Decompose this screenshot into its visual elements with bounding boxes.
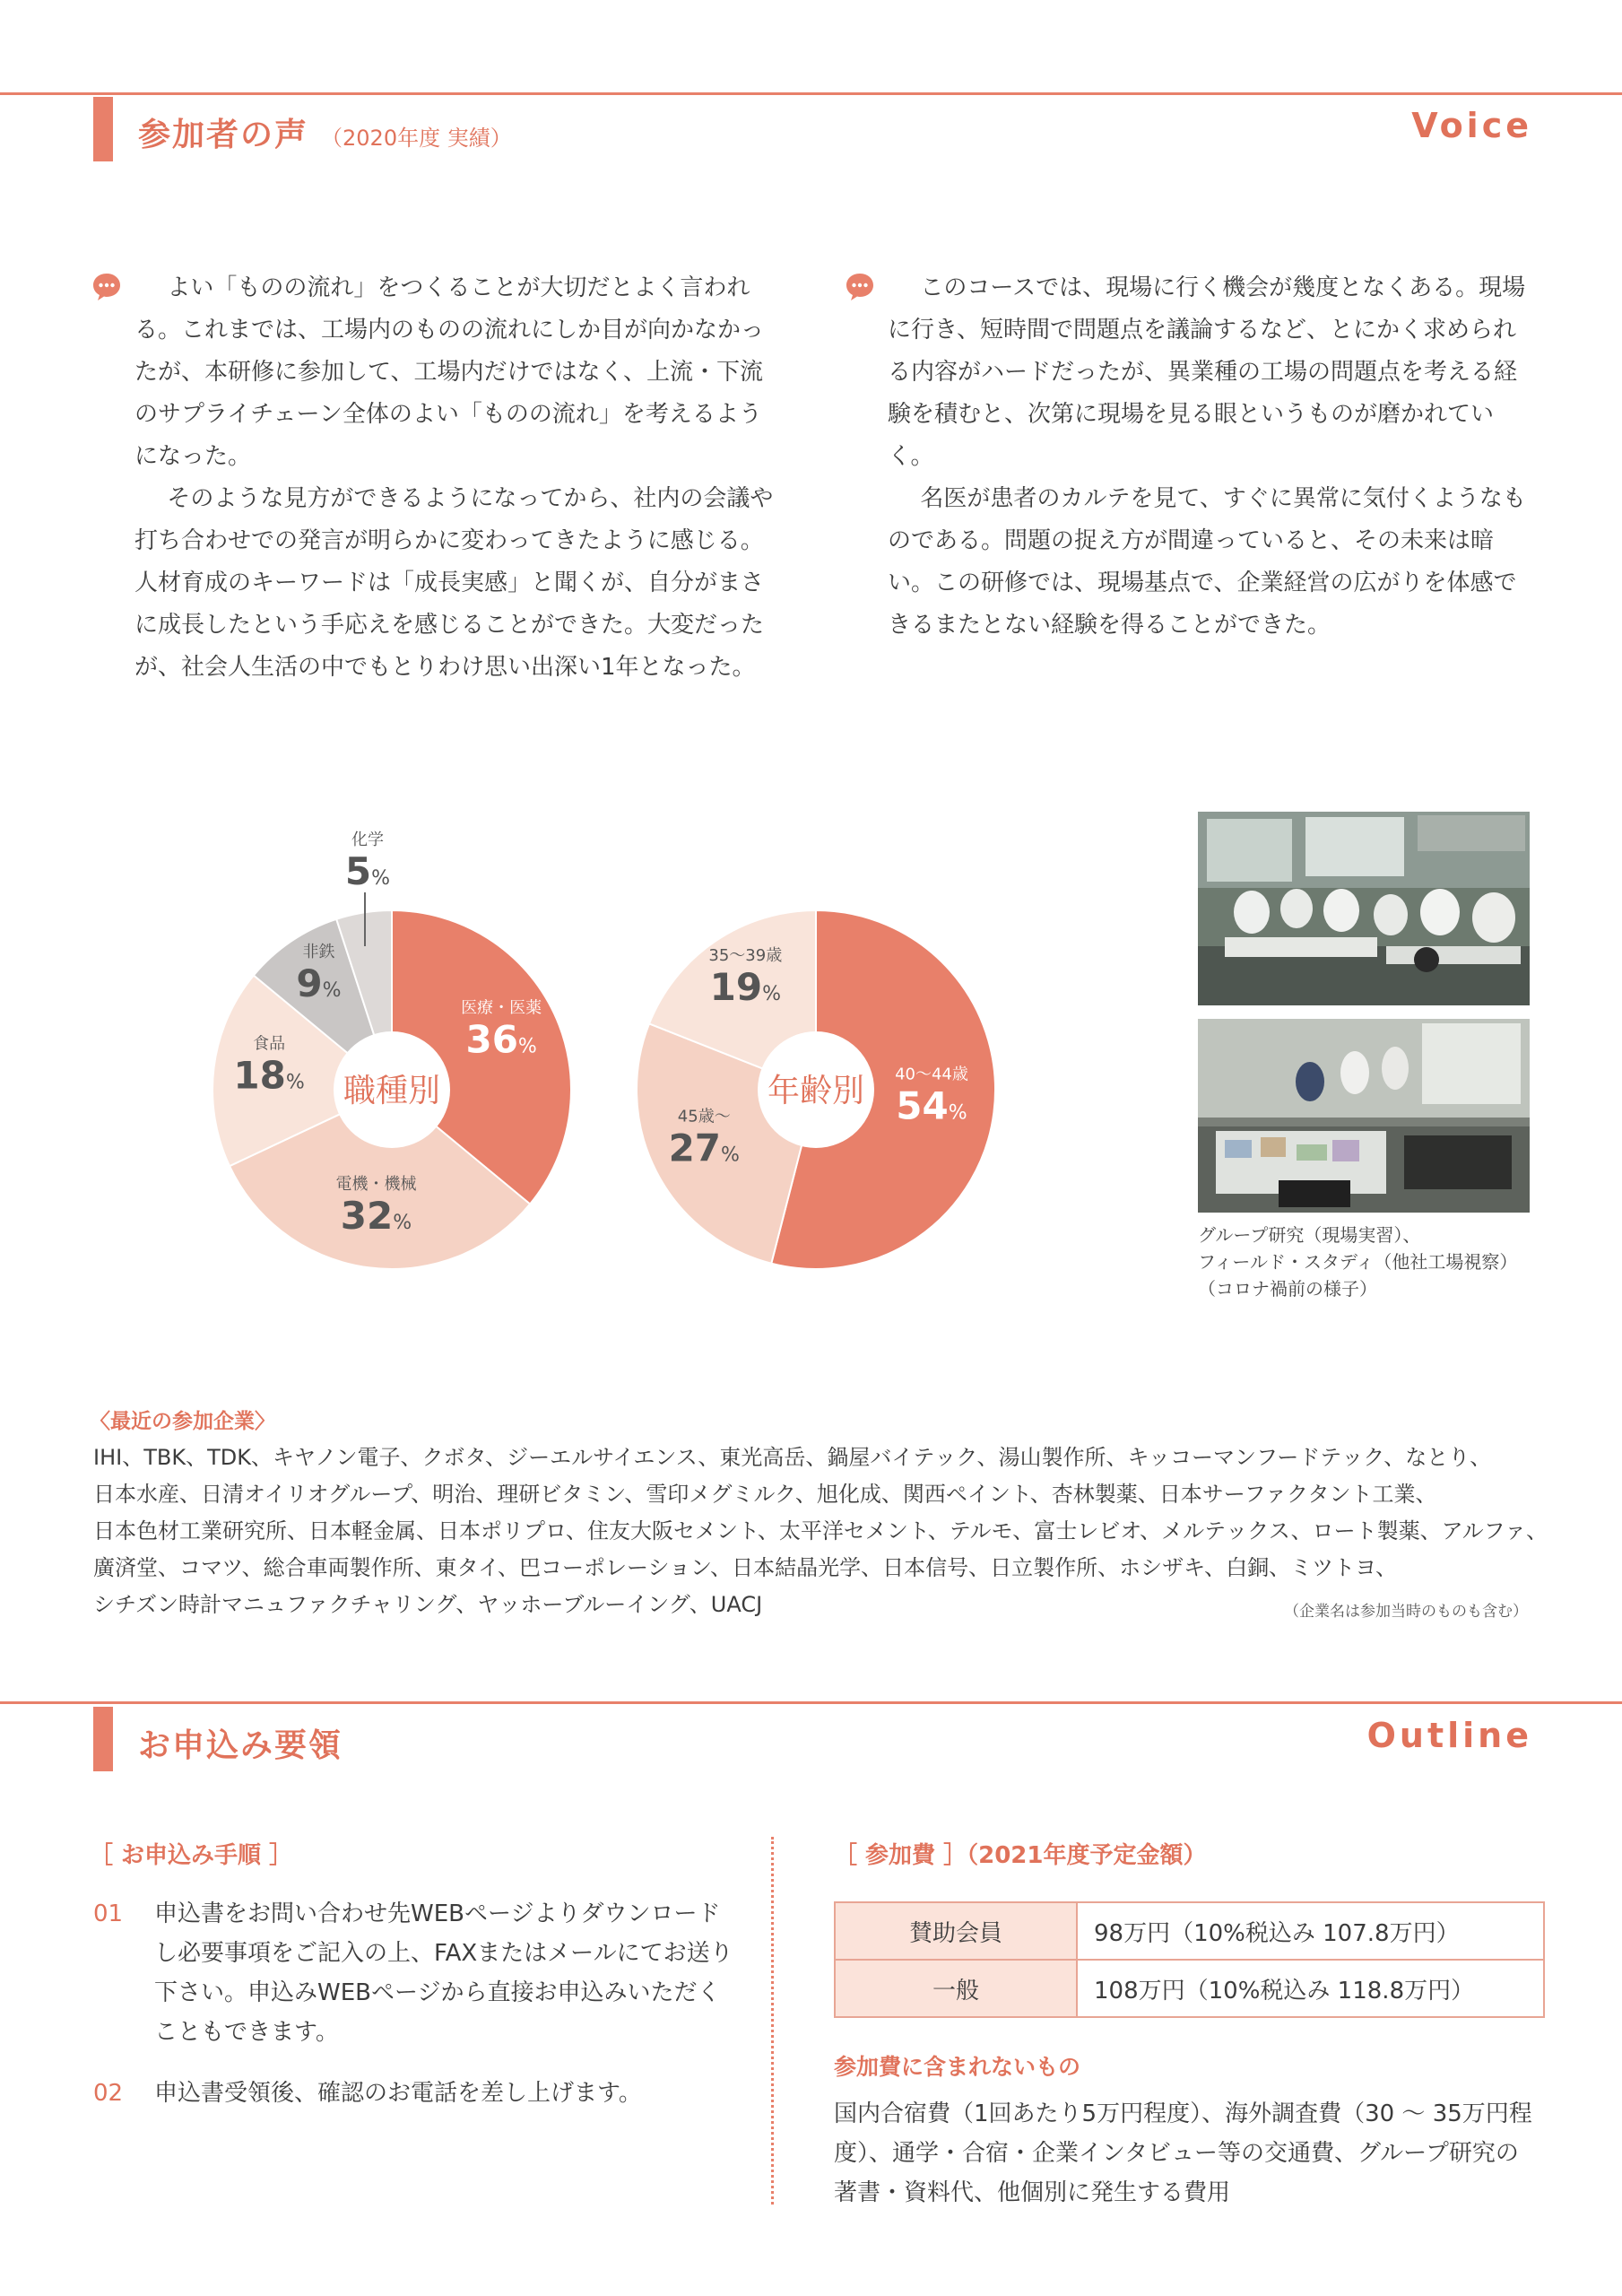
steps-heading: ［ お申込み手順 ］ [90,1842,293,1869]
pie-value-label: 54% [896,1083,967,1128]
outline-section-title: お申込み要領 [138,1727,343,1764]
pie-value-label: 9% [296,961,342,1006]
pie-category-label: 40～44歳 [895,1065,968,1084]
pie-title: 職種別 [343,1073,441,1109]
pie-value-label: 19% [709,965,781,1010]
pie-value-label: 36% [465,1017,537,1062]
voice-right-text [888,267,1535,647]
voice-section-title [138,109,512,155]
companies-note: （企業名は参加当時のものも含む） [1284,1603,1528,1621]
pie-category-label: 化学 [351,831,384,849]
companies-line-3: 日本色材工業研究所、日本軽金属、日本ポリプロ、住友大阪セメント、太平洋セメント、テルモ、富士レビオ、メルテックス、ロート製薬、アルファ、 [93,1518,1548,1544]
training-photo-factory-visit [1198,1019,1530,1213]
companies-line-1: IHI、TBK、TDK、キヤノン電子、クボタ、ジーエルサイエンス、東光高岳、鍋屋バイテック、湯山製作所、キッコーマンフードテック、なとり、 [93,1445,1492,1470]
companies-line-2: 日本水産、日清オイリオグループ、明治、理研ビタミン、雪印メグミルク、旭化成、関西ペイント、杏林製薬、日本サーファクタント工業、 [93,1482,1437,1507]
voice-left-paragraph-1: よい「ものの流れ」をつくることが大切だとよく言われる。これまでは、工場内のものの流れにしか目が向かなかったが、本研修に参加して、工場内だけではなく、上流・下流のサプライチェーン全体のよい「ものの流れ」を考えるようになった。 [134,274,765,470]
pie-category-label: 電機・機械 [335,1174,417,1194]
voice-title: 参加者の声 [138,117,309,153]
companies-line-5: シチズン時計マニュファクチャリング、ヤッホーブルーイング、UACJ [93,1592,763,1617]
fee-value: 108万円（10%税込み 118.8万円） [1077,1960,1544,2017]
companies-title: 〈最近の参加企業〉 [90,1410,275,1433]
fee-value: 98万円（10%税込み 107.8万円） [1077,1902,1544,1960]
table-row [835,1960,1544,2017]
outline-section-en: Outline [1366,1716,1532,1755]
voice-left-text [134,267,782,689]
step-text: 申込書をお問い合わせ先WEBページよりダウンロードし必要事項をご記入の上、FAXまたはメールにてお送り下さい。申込みWEBページから直接お申込みいただくこともできます。 [154,1900,733,2046]
voice-section-en: Voice [1411,106,1532,145]
step-number: 02 [93,2080,124,2107]
voice-section-bar [93,97,113,161]
pie-value-label: 5% [344,849,391,893]
age-pie-chart [619,879,1031,1292]
pie-title: 年齢別 [767,1073,865,1109]
pie-value-label: 18% [233,1053,305,1098]
outline-section-bar [93,1707,113,1771]
step-1 [93,1894,739,2056]
fee-label: 一般 [835,1960,1077,2017]
pie-category-label: 35～39歳 [708,946,783,966]
companies-list [93,1439,1600,1623]
fee-label: 賛助会員 [835,1902,1077,1960]
voice-left-paragraph-2: そのような見方ができるようになってから、社内の会議や打ち合わせでの発言が明らかに変わってきたように感じる。人材育成のキーワードは「成長実感」と聞くが、自分がまさに成長したという手応えを感じることができた。大変だったが、社会人生活の中でもとりわけ思い出深い1年となった。 [134,485,774,681]
speech-bubble-icon [845,272,875,302]
pie-value-label: 32% [340,1193,412,1238]
top-rule [0,92,1622,95]
pie-category-label: 45歳～ [677,1107,731,1126]
step-text: 申込書受領後、確認のお電話を差し上げます。 [154,2080,642,2107]
pie-value-label: 27% [668,1126,740,1170]
pie-category-label: 食品 [253,1034,286,1054]
photo-caption-line-3: （コロナ禍前の様子） [1198,1278,1377,1300]
fee-table [834,1901,1545,2018]
voice-right-paragraph-1: このコースでは、現場に行く機会が幾度となくある。現場に行き、短時間で問題点を議論するなど、とにかく求められる内容がハードだったが、異業種の工場の問題点を考える経験を積むと、次第に現場を見る眼というものが磨かれていく。 [888,274,1526,470]
photo-caption-line-1: グループ研究（現場実習）、 [1198,1224,1421,1246]
column-divider [771,1837,774,2205]
outline-rule [0,1701,1622,1704]
speech-bubble-icon [91,272,122,302]
voice-right-paragraph-2: 名医が患者のカルテを見て、すぐに異常に気付くようなものである。問題の捉え方が間違っていると、その未来は暗い。この研修では、現場基点で、企業経営の広がりを体感できるまたとない経験を得ることができた。 [888,485,1526,639]
pie-category-label: 医療・医薬 [461,998,542,1018]
table-row [835,1902,1544,1960]
excluded-heading: 参加費に含まれないもの [834,2054,1081,2080]
photo-caption [1198,1222,1517,1302]
companies-line-4: 廣済堂、コマツ、総合車両製作所、東タイ、巴コーポレーション、日本結晶光学、日本信号、日立製作所、ホシザキ、白銅、ミツトヨ、 [93,1555,1398,1580]
photo-caption-line-2: フィールド・スタディ（他社工場視察） [1198,1251,1518,1273]
occupation-pie-chart [179,789,592,1292]
fee-heading: ［ 参加費 ］（2021年度予定金額） [834,1842,1207,1869]
step-2 [93,2074,739,2118]
training-photo-classroom [1198,812,1530,1005]
voice-subtitle: （2020年度 実績） [321,126,512,151]
excluded-text: 国内合宿費（1回あたり5万円程度）、海外調査費（30 ～ 35万円程度）、通学・合宿・企業インタビュー等の交通費、グループ研究の著書・資料代、他個別に発生する費用 [834,2100,1532,2206]
pie-category-label: 非鉄 [302,943,335,962]
step-number: 01 [93,1900,124,1927]
